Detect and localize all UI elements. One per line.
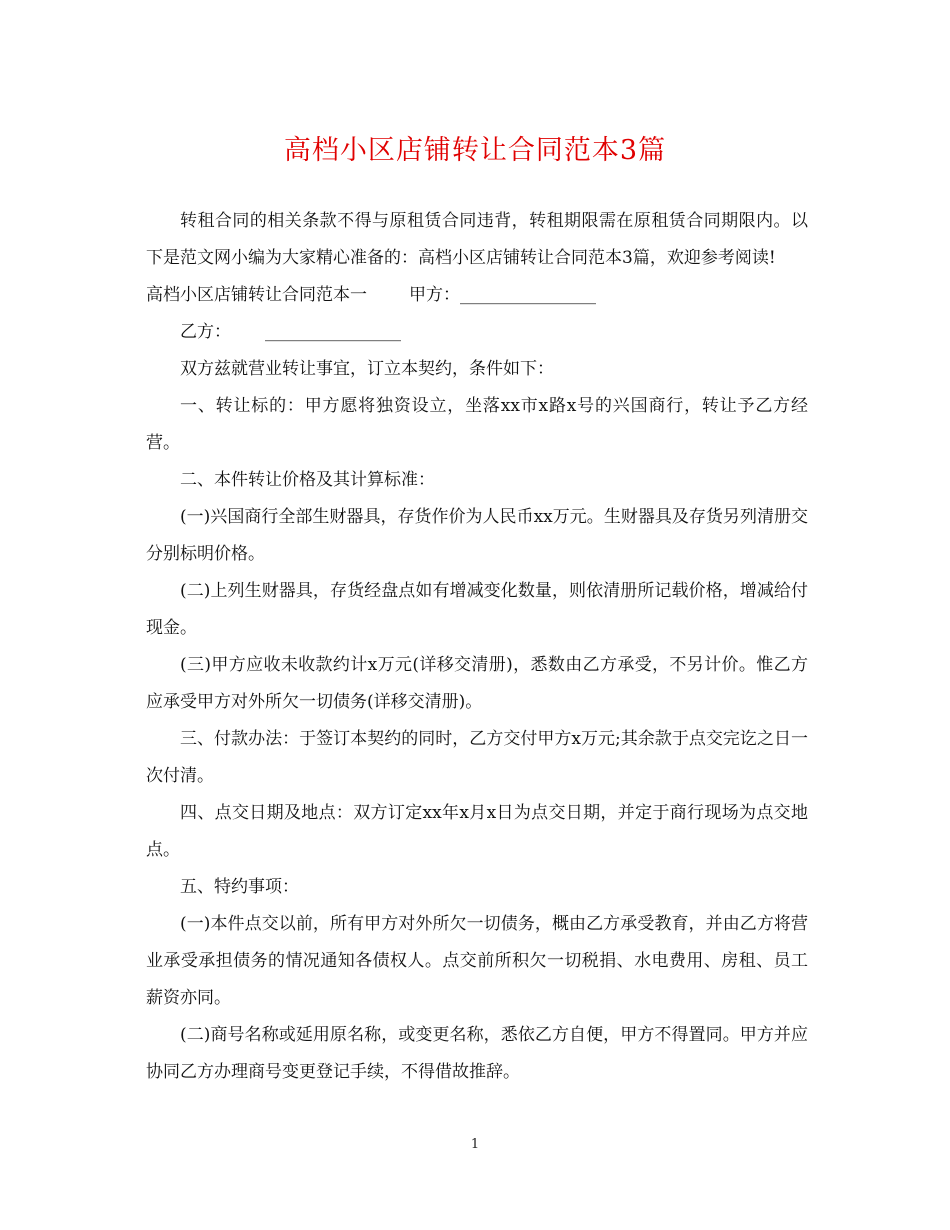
document-body [146,203,808,1091]
paragraph: 二、本件转让价格及其计算标准： [180,470,435,490]
party-b-line [146,314,808,351]
section-title: 高档小区店铺转让合同范本一 [146,285,367,305]
document-title: 高档小区店铺转让合同范本3篇 [283,135,667,166]
party-a-blank: ________________ [460,285,596,305]
paragraph: (一)本件点交以前，所有甲方对外所欠一切债务，概由乙方承受教育，并由乙方将营业承受承担债务的情况通知各债权人。点交前所积欠一切税捐、水电费用、房租、员工薪资亦同。 [146,914,808,1008]
paragraph: 五、特约事项： [180,877,299,897]
paragraph: (二)上列生财器具，存货经盘点如有增减变化数量，则依清册所记载价格，增减给付现金。 [146,581,808,638]
party-b-label: 乙方： [180,322,231,342]
intro-paragraph: 转租合同的相关条款不得与原租赁合同违背，转租期限需在原租赁合同期限内。以下是范文网小编为大家精心准备的：高档小区店铺转让合同范本3篇，欢迎参考阅读! [146,211,808,268]
paragraph: (一)兴国商行全部生财器具，存货作价为人民币xx万元。生财器具及存货另列清册交分别标明价格。 [146,507,808,564]
paragraph: 双方兹就营业转让事宜，订立本契约，条件如下： [180,359,554,379]
party-a-label: 甲方： [409,285,460,305]
paragraph: (三)甲方应收未收款约计x万元(详移交清册)，悉数由乙方承受，不另计价。惟乙方应承受甲方对外所欠一切债务(详移交清册)。 [146,655,808,712]
paragraph: 三、付款办法：于签订本契约的同时，乙方交付甲方x万元;其余款于点交完讫之日一次付清。 [146,729,808,786]
page-number: 1 [470,1137,480,1152]
contract-heading-line [146,277,808,314]
paragraph: (二)商号名称或延用原名称，或变更名称，悉依乙方自便，甲方不得置同。甲方并应协同乙方办理商号变更登记手续，不得借故推辞。 [146,1025,808,1082]
paragraph: 四、点交日期及地点：双方订定xx年x月x日为点交日期，并定于商行现场为点交地点。 [146,803,808,860]
party-b-blank: ________________ [265,322,401,342]
paragraph: 一、转让标的：甲方愿将独资设立，坐落xx市x路x号的兴国商行，转让予乙方经营。 [146,396,808,453]
